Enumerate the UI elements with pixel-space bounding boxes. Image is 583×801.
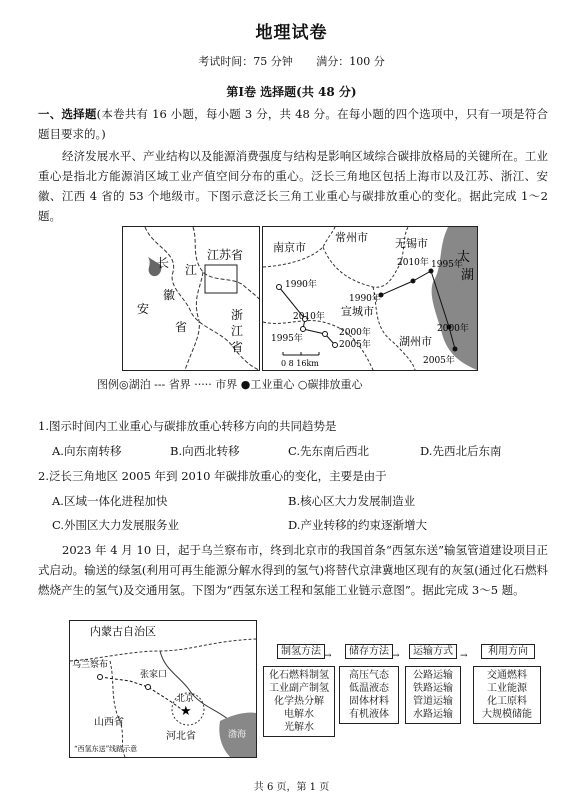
map1-label-chang: 长 — [157, 256, 170, 270]
chain-item: 大规模储能 — [482, 709, 532, 720]
legend-city-line-icon: ····· — [194, 378, 212, 391]
chain-storage-list — [339, 666, 399, 724]
region-neimenggu: 内蒙古自治区 — [90, 625, 156, 638]
chain-item: 光解水 — [284, 722, 314, 733]
q1-option-b[interactable]: B.向西北转移 — [170, 444, 240, 458]
arrow-3-icon: → — [460, 651, 468, 661]
map1-label-jiangsu: 江苏省 — [207, 248, 244, 262]
passage-2: 2023 年 4 月 10 日，起于乌兰察布市，终到北京市的我国首条“西氢东送”输氢管道建设项目正式启动。输送的绿氢(利用可再生能源分解水得到的氢气)将替代京津冀地区现有的灰氢(通过化石燃料燃烧产生的氢气)及交通用氢。下图为“西氢东送工程和氢能工业链示意图”。据此完成 3～5 题。 — [38, 543, 548, 597]
chain-item: 交通燃料 — [487, 670, 527, 681]
province-shanxi: 山西省 — [94, 717, 124, 728]
legend-province-line-icon: --- — [154, 378, 166, 391]
map1-label-sheng2: 省 — [231, 340, 244, 354]
map1-legend — [97, 376, 362, 392]
map1-label-jiang: 江 — [185, 263, 198, 277]
q2-option-d[interactable]: D.产业转移的约束逐渐增大 — [288, 518, 427, 532]
chain-item: 化石燃料制氢 — [269, 670, 329, 681]
legend-province: 省界 — [168, 378, 191, 391]
chain-item: 公路运输 — [413, 670, 453, 681]
chain-item: 高压气态 — [349, 670, 389, 681]
legend-carbon-icon: ○ — [297, 378, 308, 391]
section1-instructions — [38, 104, 548, 144]
year-carbon-1995: 1995年 — [271, 334, 303, 344]
legend-lake: 湖泊 — [128, 378, 151, 391]
exam-meta — [0, 53, 583, 69]
map1-label-jiang2: 江 — [231, 324, 244, 338]
year-carbon-2000: 2000年 — [339, 328, 371, 338]
city-zhangjiakou: 张家口 — [140, 670, 168, 680]
city-xuancheng: 宣城市 — [341, 305, 374, 318]
industry-chain — [259, 644, 559, 744]
map1-label-an: 安 — [137, 302, 150, 316]
chain-production-list — [263, 666, 335, 737]
year-industry-2010: 2010年 — [397, 258, 429, 268]
q1-option-a[interactable]: A.向东南转移 — [52, 444, 122, 458]
arrow-1-icon: → — [324, 651, 332, 661]
chain-transport-list — [405, 666, 461, 724]
section-title: 第Ⅰ卷 选择题(共 48 分) — [226, 85, 357, 99]
question-2-stem: 2.泛长三角地区 2005 年到 2010 年碳排放重心的变化，主要是由于 — [38, 469, 387, 483]
pipeline-map — [69, 620, 257, 758]
chain-header-use: 利用方向 — [481, 644, 535, 659]
city-huzhou: 湖州市 — [399, 335, 432, 348]
chain-item: 水路运输 — [413, 709, 453, 720]
chain-item: 管道运输 — [413, 696, 453, 707]
year-industry-1990: 1990年 — [349, 294, 381, 304]
city-wuxi: 无锡市 — [395, 237, 428, 250]
exam-score: 满分：100 分 — [316, 55, 385, 68]
chain-header-production: 制氢方法 — [277, 644, 325, 659]
detail-map — [262, 226, 478, 371]
chain-item: 有机液体 — [349, 709, 389, 720]
legend-prefix: 图例 — [97, 378, 119, 391]
chain-item: 低温液态 — [349, 683, 389, 694]
legend-industry-icon: ● — [240, 378, 251, 391]
legend-carbon: 碳排放重心 — [307, 378, 363, 391]
year-carbon-1990: 1990年 — [285, 280, 317, 290]
scale-bar: 0 8 16km — [281, 359, 319, 368]
legend-lake-icon: ◎ — [119, 378, 129, 391]
city-nanjing: 南京市 — [273, 241, 306, 254]
sea-bohai: 渤海 — [228, 730, 247, 740]
lake-hu: 湖 — [461, 268, 475, 283]
q2-option-a[interactable]: A.区域一体化进程加快 — [52, 494, 168, 508]
section1-text: (本卷共有 16 小题，每小题 3 分，共 48 分。在每小题的四个选项中，只有一项是符合题目要求的。) — [38, 107, 549, 141]
year-industry-2005: 2005年 — [423, 356, 455, 366]
map1-label-sheng: 省 — [175, 320, 188, 334]
chain-item: 化学热分解 — [274, 696, 324, 707]
chain-item: 铁路运输 — [413, 683, 453, 694]
chain-item: 固体材料 — [349, 696, 389, 707]
chain-item: 化工原料 — [487, 696, 527, 707]
province-hebei: 河北省 — [166, 731, 196, 742]
section1-heading: 一、选择题 — [38, 107, 97, 121]
year-carbon-2005: 2005年 — [339, 340, 371, 350]
q1-option-d[interactable]: D.先西北后东南 — [420, 444, 502, 458]
exam-time: 考试时间：75 分钟 — [198, 55, 293, 68]
year-industry-2000: 2000年 — [437, 324, 469, 334]
page-footer: 共 6 页，第 1 页 — [253, 782, 330, 793]
arrow-2-icon: → — [392, 651, 400, 661]
city-beijing: 北京 — [176, 694, 195, 704]
beijing-star-icon: ★ — [180, 704, 192, 719]
page-title: 地理试卷 — [255, 23, 328, 43]
legend-city: 市界 — [215, 378, 238, 391]
lake-tai: 太 — [457, 250, 471, 265]
map1-label-hui: 徽 — [163, 288, 176, 302]
chain-item: 电解水 — [284, 709, 314, 720]
chain-item: 工业能源 — [487, 683, 527, 694]
chain-header-transport: 运输方式 — [409, 644, 457, 659]
chain-header-storage: 储存方法 — [345, 644, 393, 659]
q2-option-c[interactable]: C.外围区大力发展服务业 — [52, 518, 180, 532]
map2-caption: “西氢东送”线路示意 — [74, 745, 138, 753]
city-changzhou: 常州市 — [335, 231, 368, 244]
year-carbon-2010: 2010年 — [293, 312, 325, 322]
overview-map — [122, 226, 260, 371]
city-wulanchabu: 乌兰察布 — [72, 660, 109, 670]
chain-item: 工业副产制氢 — [269, 683, 329, 694]
legend-industry: 工业重心 — [250, 378, 295, 391]
chain-use-list — [473, 666, 541, 724]
question-1-stem: 1.图示时间内工业重心与碳排放重心转移方向的共同趋势是 — [38, 419, 337, 433]
q2-option-b[interactable]: B.核心区大力发展制造业 — [288, 494, 416, 508]
map1-label-zhe: 浙 — [231, 308, 244, 322]
year-industry-1995: 1995年 — [431, 260, 463, 270]
q1-option-c[interactable]: C.先东南后西北 — [288, 444, 370, 458]
passage-1: 经济发展水平、产业结构以及能源消费强度与结构是影响区域综合碳排放格局的关键所在。工业重心是指北方能源消区域工业产值空间分布的重心。泛长三角地区包括上海市以及江苏、浙江、安徽、江西 4 省的 53 个地级市。下图示意泛长三角工业重心与碳排放重心的变化。据此完成 1～2 题。 — [38, 149, 548, 223]
